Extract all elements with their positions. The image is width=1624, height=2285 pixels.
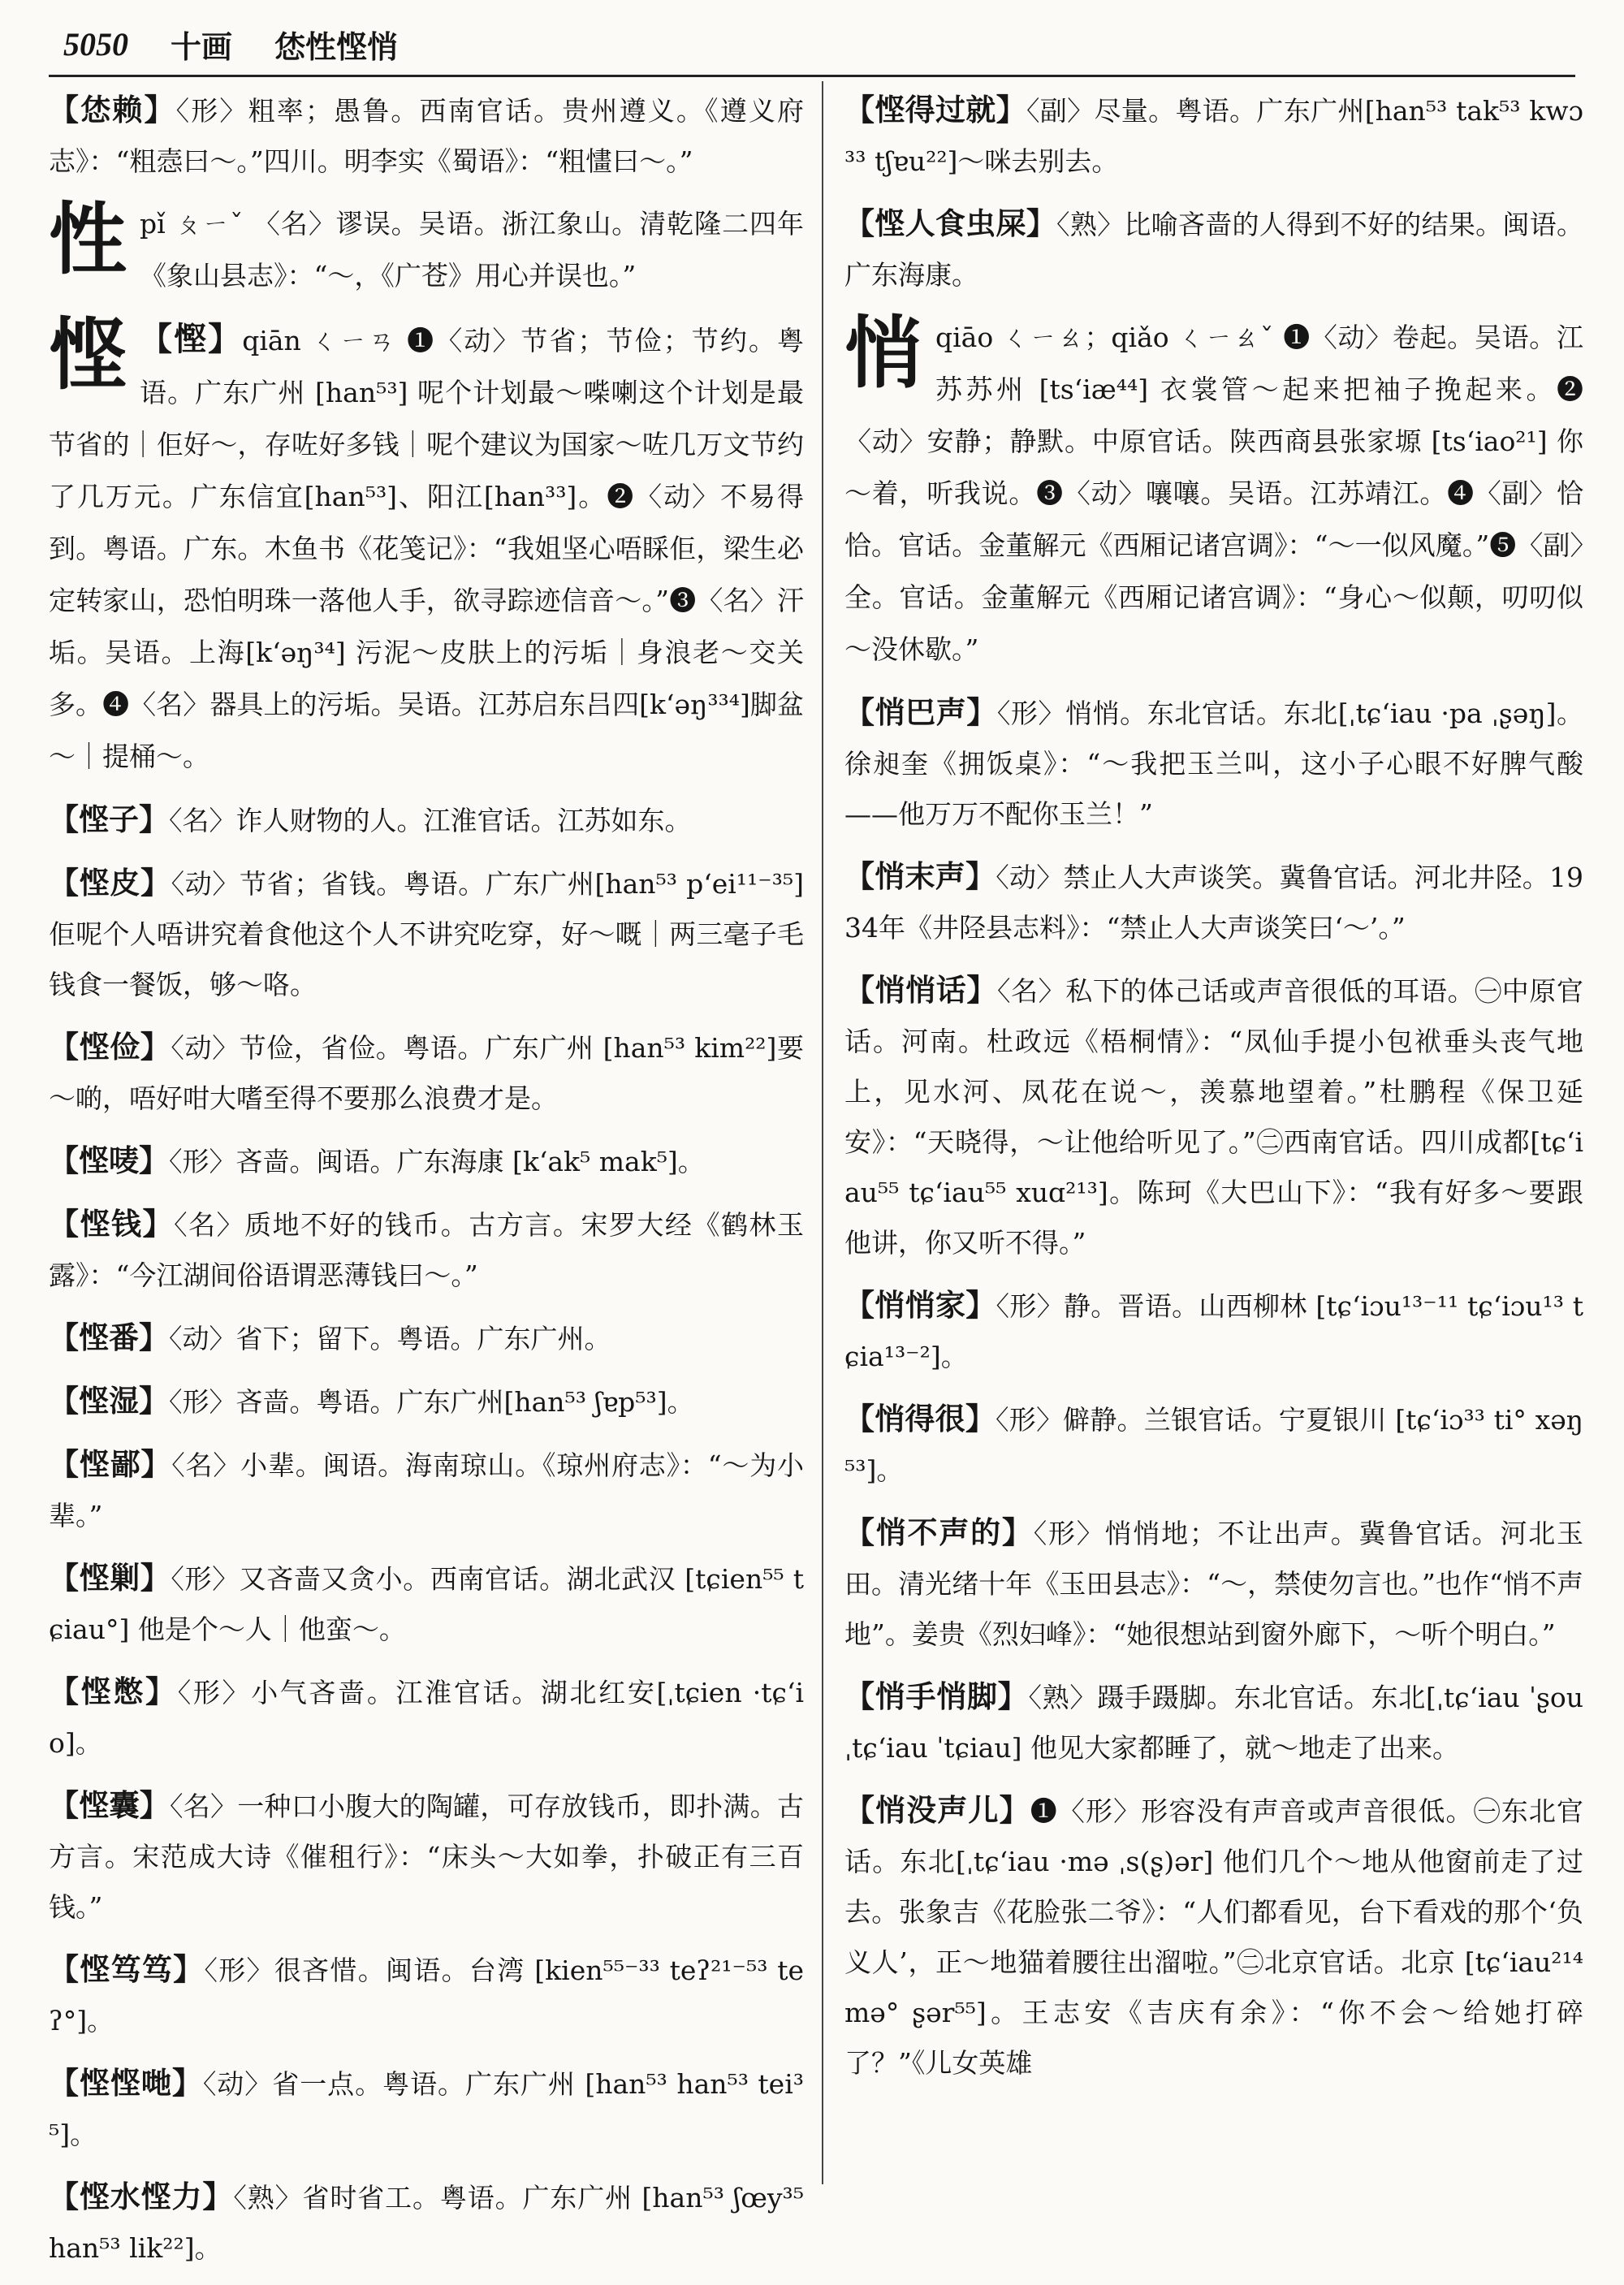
entry-big-character: 悭 bbox=[49, 309, 127, 400]
entry-text: 〈副〉尽量。粤语。广东广州[han⁵³ tak⁵³ kwɔ³³ tʃɐu²²]～咪去别去。 bbox=[844, 95, 1583, 177]
entry-headword: 【悭皮】 bbox=[49, 865, 171, 901]
entry-headword: 【恷赖】 bbox=[49, 92, 176, 127]
entry-text: 〈熟〉省时省工。粤语。广东广州 [han⁵³ ʃœy³⁵ han⁵³ lik²²]。 bbox=[49, 2182, 805, 2264]
entry-headword: 【悭俭】 bbox=[49, 1029, 171, 1065]
entry bbox=[49, 1312, 804, 1364]
entry bbox=[49, 1199, 804, 1301]
entry bbox=[844, 1785, 1583, 2088]
header-characters: 恷性悭悄 bbox=[274, 28, 399, 65]
entry-text: 〈形〉又吝啬又贪小。西南官话。湖北武汉 [tɕien⁵⁵ tɕiau°] 他是个～人｜他蛮～。 bbox=[49, 1563, 804, 1645]
entry bbox=[49, 2171, 804, 2274]
entry-text: 〈熟〉蹑手蹑脚。东北官话。东北[ˌtɕ‘iau ˈʂou ˌtɕ‘iau ˈtɕiau] 他见大家都睡了，就～地走了出来。 bbox=[844, 1682, 1584, 1764]
entry-text: 〈形〉粗率；愚鲁。西南官话。贵州遵义。《遵义府志》：“粗悫曰～。”四川。明李实《蜀语》：“粗㦎曰～。” bbox=[49, 95, 805, 177]
entry-text: 〈形〉小气吝啬。江淮官话。湖北红安[ˌtɕien ·tɕ‘io]。 bbox=[49, 1677, 805, 1759]
entry-text: 〈形〉静。晋语。山西柳林 [tɕ‘iɔu¹³⁻¹¹ tɕ‘iɔu¹³ tɕia¹³⁻²]。 bbox=[844, 1290, 1583, 1372]
entry-headword: 【悭唛】 bbox=[49, 1142, 169, 1178]
entry bbox=[844, 1507, 1583, 1660]
entry-text: 〈形〉吝啬。粤语。广东广州[han⁵³ ʃɐp⁵³]。 bbox=[169, 1386, 694, 1418]
entry-headword: 【悄悄话】 bbox=[844, 972, 997, 1008]
column-divider bbox=[822, 81, 823, 2184]
entry bbox=[49, 1666, 804, 1769]
entry-big-character: 悄 bbox=[844, 307, 922, 399]
entry-text: 〈形〉僻静。兰银官话。宁夏银川 [tɕ‘iɔ³³ ti° xəŋ⁵³]。 bbox=[844, 1404, 1584, 1486]
entry-text: 〈形〉很吝惜。闽语。台湾 [kien⁵⁵⁻³³ teʔ²¹⁻⁵³ teʔ°]。 bbox=[49, 1955, 804, 2037]
entry-text: 〈名〉小辈。闽语。海南琼山。《琼州府志》：“～为小辈。” bbox=[49, 1449, 804, 1531]
entry bbox=[844, 198, 1583, 300]
entry-headword: 【悄悄家】 bbox=[844, 1287, 996, 1323]
entry bbox=[49, 1780, 804, 1933]
entry-text: qiāo ㄑㄧㄠ；qiǎo ㄑㄧㄠˇ ❶〈动〉卷起。吴语。江苏苏州 [ts‘iæ⁴⁴] 衣裳管～起来把袖子挽起来。❷〈动〉安静；静默。中原官话。陕西商县张家塬 [ts‘iao²¹] 你～着，听我说。❸〈动〉嚷嚷。吴语。江苏靖江。❹〈副〉恰恰。官话。金董解元《西厢记诸宫调》：“～一似风魔。”❺〈副〉全。官话。金董解元《西厢记诸宫调》：“身心～似颠，叨叨似～没休歇。” bbox=[844, 322, 1583, 665]
page-number: 5050 bbox=[63, 25, 128, 63]
entry-text: 〈名〉诈人财物的人。江淮官话。江苏如东。 bbox=[169, 805, 692, 836]
entry-headword: 【悄末声】 bbox=[844, 858, 996, 894]
entry bbox=[844, 1671, 1583, 1773]
entry bbox=[49, 2058, 804, 2160]
entry-text: 〈名〉一种口小腹大的陶罐，可存放钱币，即扑满。古方言。宋范成大诗《催租行》：“床头～大如拳，扑破正有三百钱。” bbox=[49, 1790, 805, 1923]
entry-text: qiān ㄑㄧㄢ ❶〈动〉节省；节俭；节约。粤语。广东广州 [han⁵³] 呢个计划最～喍喇这个计划是最节省的｜佢好～，存咗好多钱｜呢个建议为国家～咗几万文节约了几万元。广东信宜[han⁵³]、阳江[han³³]。❷〈动〉不易得到。粤语。广东。木鱼书《花笺记》：“我姐坚心唔睬佢，梁生必定转家山，恐怕明珠一落他人手，欲寻踪迹信音～。”❸〈名〉汗垢。吴语。上海[k‘əŋ³⁴] 污泥～皮肤上的污垢｜身浪老～交关多。❹〈名〉器具上的污垢。吴语。江苏启东吕四[k‘əŋ³³⁴]脚盆～｜提桶～。 bbox=[49, 325, 804, 772]
entry-text: 〈形〉吝啬。闽语。广东海康 [k‘ak⁵ mak⁵]。 bbox=[169, 1146, 705, 1177]
entry-text: 〈名〉私下的体己话或声音很低的耳语。㊀中原官话。河南。杜政远《梧桐情》：“凤仙手提小包袱垂头丧气地上，见水河、凤花在说～，羡慕地望着。”杜鹏程《保卫延安》：“天晓得，～让他给听见了。”㊁西南官话。四川成都[tɕ‘iau⁵⁵ tɕ‘iau⁵⁵ xuɑ²¹³]。陈珂《大巴山下》：“我有好多～要跟他讲，你又听不得。” bbox=[844, 975, 1584, 1259]
entry-text: 〈熟〉比喻吝啬的人得到不好的结果。闽语。广东海康。 bbox=[844, 209, 1584, 291]
entry-text: 〈动〉省下；留下。粤语。广东广州。 bbox=[169, 1323, 611, 1354]
entry bbox=[49, 84, 804, 187]
entry-text: 〈名〉质地不好的钱币。古方言。宋罗大经《鹤林玉露》：“今江湖间俗语谓恶薄钱曰～。” bbox=[49, 1209, 805, 1291]
entry bbox=[844, 687, 1583, 840]
entry-headword: 【悭剿】 bbox=[49, 1560, 171, 1596]
left-column bbox=[49, 84, 804, 2285]
entry bbox=[49, 1135, 804, 1187]
entry-text: ❶〈形〉形容没有声音或声音很低。㊀东北官话。东北[ˌtɕ‘iau ·mə ˌs(ʂ)ər] 他们几个～地从他窗前走了过去。张象吉《花脸张二爷》：“人们都看见，台下看戏的那个‘负义人’，正～地猫着腰往出溜啦。”㊁北京官话。北京 [tɕ‘iau²¹⁴ mə° ʂər⁵⁵]。王志安《吉庆有余》：“你不会～给她打碎了？”《儿女英雄 bbox=[844, 1795, 1584, 2079]
right-column bbox=[844, 84, 1583, 2100]
entry-headword: 【悭子】 bbox=[49, 801, 169, 837]
entry-character bbox=[844, 307, 1583, 676]
entry-headword: 【悭水悭力】 bbox=[49, 2179, 234, 2214]
entry-headword: 【悄手悄脚】 bbox=[844, 1678, 1029, 1714]
entry-headword: 【悭番】 bbox=[49, 1320, 169, 1355]
entry bbox=[49, 1022, 804, 1124]
entry-headword: 【悭囊】 bbox=[49, 1787, 170, 1823]
entry-text: 〈动〉禁止人大声谈笑。冀鲁官话。河北井陉。1934年《井陉县志料》：“禁止人大声谈笑曰‘～’。” bbox=[844, 862, 1583, 944]
entry-text: 〈动〉节俭，省俭。粤语。广东广州 [han⁵³ kim²²]要～啲，唔好咁大嗜至得不要那么浪费才是。 bbox=[49, 1032, 804, 1114]
entry-headword: 【悭得过就】 bbox=[844, 92, 1026, 127]
entry-text: 〈动〉省一点。粤语。广东广州 [han⁵³ han⁵³ tei³⁵]。 bbox=[49, 2068, 804, 2150]
entry bbox=[49, 1553, 804, 1655]
entry bbox=[49, 857, 804, 1010]
entry-headword: 【悄不声的】 bbox=[844, 1514, 1034, 1550]
entry bbox=[844, 1280, 1583, 1382]
entry-headword: 【悄得很】 bbox=[844, 1401, 996, 1436]
stroke-count: 十画 bbox=[171, 28, 233, 65]
entry-headword: 【悭湿】 bbox=[49, 1383, 169, 1419]
entry bbox=[49, 1376, 804, 1428]
entry-headword: 【悭笃笃】 bbox=[49, 1951, 205, 1987]
entry-character bbox=[49, 309, 804, 783]
entry-headword: 【慳】 bbox=[140, 320, 243, 358]
entry bbox=[844, 1393, 1583, 1496]
entry-big-character: 性 bbox=[49, 193, 127, 285]
entry bbox=[49, 1439, 804, 1541]
entry-headword: 【悭憋】 bbox=[49, 1674, 178, 1709]
entry-character bbox=[49, 193, 804, 302]
entry-text: pǐ ㄆㄧˇ 〈名〉谬误。吴语。浙江象山。清乾隆二四年《象山县志》：“～，《广苍》用心并误也。” bbox=[140, 208, 804, 292]
entry-headword: 【悭人食虫屎】 bbox=[844, 205, 1057, 241]
entry-text: 〈形〉悄悄地；不让出声。冀鲁官话。河北玉田。清光绪十年《玉田县志》：“～，禁使勿言也。”也作“悄不声地”。姜贵《烈妇峰》：“她很想站到窗外廊下，～听个明白。” bbox=[844, 1518, 1584, 1650]
entry bbox=[49, 794, 804, 846]
entry-headword: 【悭悭哋】 bbox=[49, 2065, 203, 2101]
entry bbox=[844, 84, 1583, 187]
entry bbox=[844, 851, 1583, 953]
page-header bbox=[63, 18, 1575, 70]
header-rule bbox=[49, 75, 1575, 77]
entry bbox=[49, 1944, 804, 2046]
entry-headword: 【悄没声儿】 bbox=[844, 1792, 1030, 1828]
entry-headword: 【悄巴声】 bbox=[844, 694, 997, 730]
entry bbox=[844, 965, 1583, 1268]
entry-headword: 【悭鄙】 bbox=[49, 1446, 172, 1482]
entry-text: 〈动〉节省；省钱。粤语。广东广州[han⁵³ p‘ei¹¹⁻³⁵]佢呢个人唔讲究着食他这个人不讲究吃穿，好～嘅｜两三毫子毛钱食一餐饭，够～咯。 bbox=[49, 868, 804, 1000]
entry-text: 〈形〉悄悄。东北官话。东北[ˌtɕ‘iau ·pa ˌʂəŋ]。徐昶奎《拥饭桌》：“～我把玉兰叫，这小子心眼不好脾气酸——他万万不配你玉兰！” bbox=[844, 698, 1584, 830]
entry-headword: 【悭钱】 bbox=[49, 1206, 175, 1242]
